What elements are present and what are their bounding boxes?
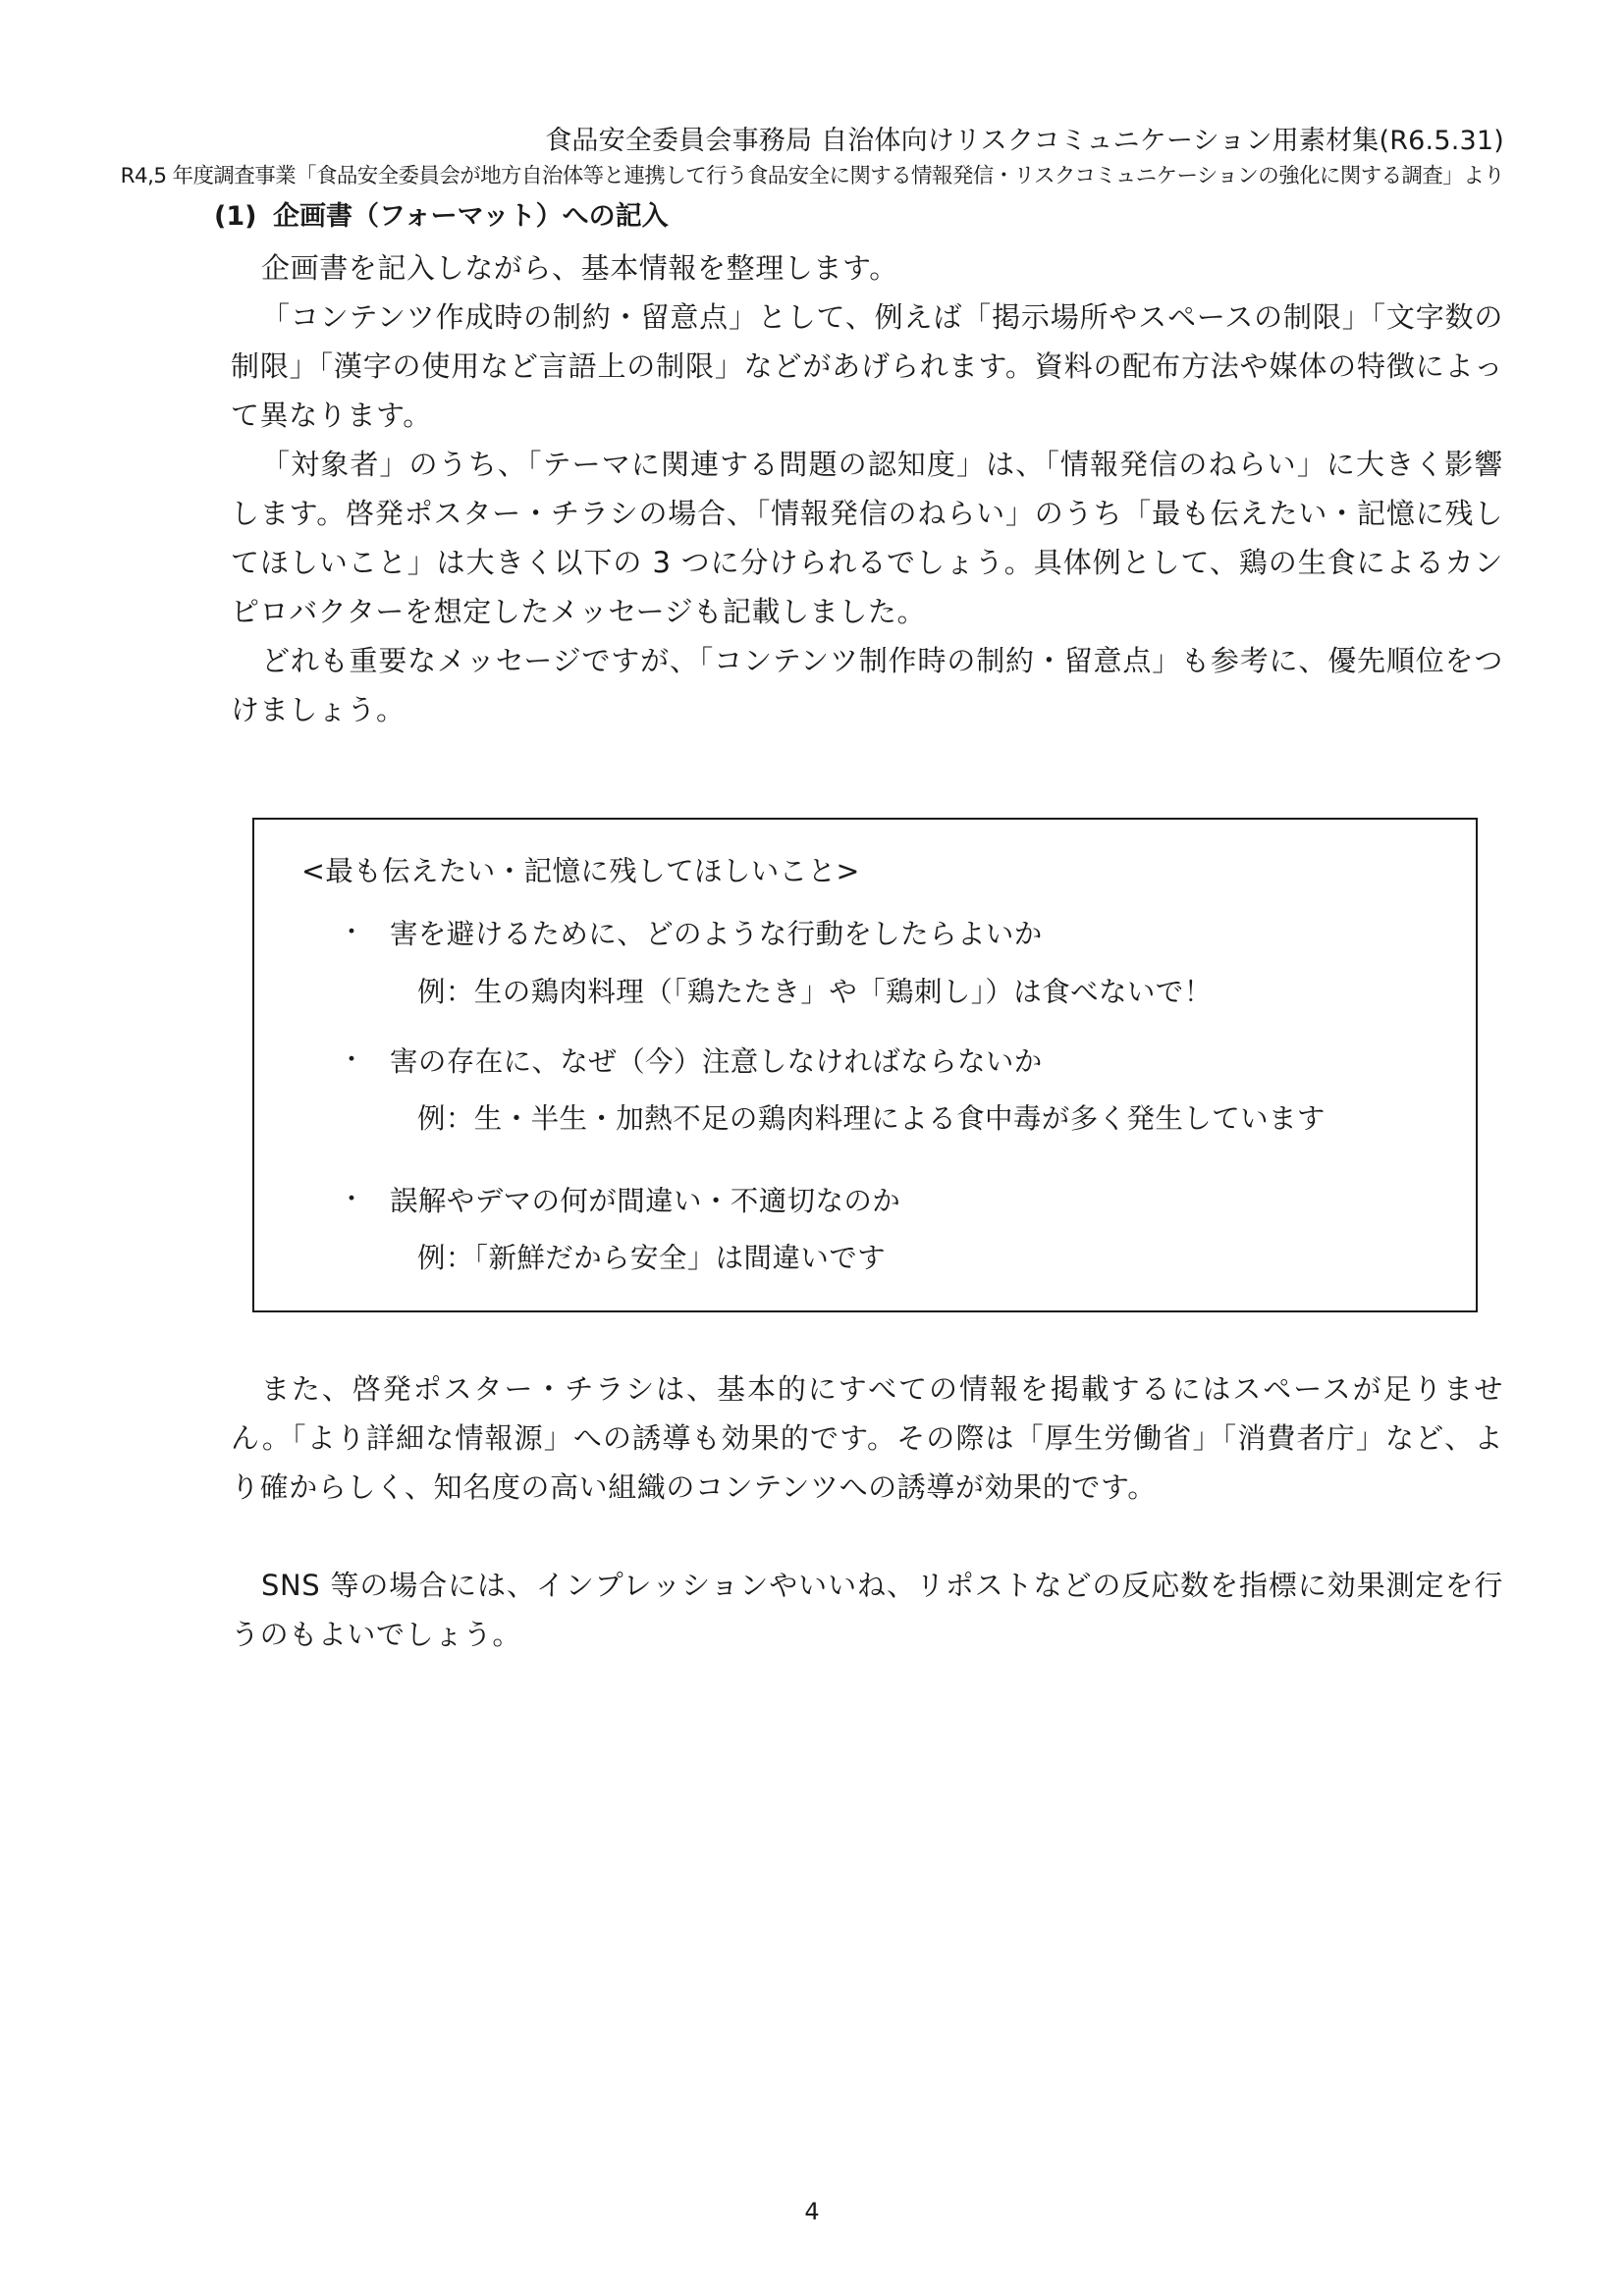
bullet-example: 例：「新鮮だから安全」は間違いです [417,1242,887,1274]
paragraph-constraints: 「コンテンツ作成時の制約・留意点」として、例えば「掲示場所やスペースの制限」「文字数の制限」「漢字の使用など言語上の制限」などがあげられます。資料の配布方法や媒体の特徴によって異なります。 [231,300,1503,432]
paragraph-information-source: また、啓発ポスター・チラシは、基本的にすべての情報を掲載するにはスペースが足りません。「より詳細な情報源」への誘導も効果的です。その際は「厚生労働省」「消費者庁」など、より確からしく、知名度の高い組織のコンテンツへの誘導が効果的です。 [231,1372,1503,1504]
bullet-item: 誤解やデマの何が間違い・不適切なのか [390,1185,901,1217]
key-messages-box [252,818,1478,1312]
paragraph-sns-measurement: SNS 等の場合には、インプレッションやいいね、リポストなどの反応数を指標に効果測定を行うのもよいでしょう。 [231,1569,1503,1651]
document-header-source: R4,5 年度調査事業「食品安全委員会が地方自治体等と連携して行う食品安全に関する情報発信・リスクコミュニケーションの強化に関する調査」より [120,164,1504,188]
bullet-icon: ・ [339,1185,365,1214]
section-number: (1) [214,201,257,232]
bullet-example: 例：生の鶏肉料理（「鶏たたき」や「鶏刺し」）は食べないで！ [417,976,1213,1008]
bullet-example: 例：生・半生・加熱不足の鶏肉料理による食中毒が多く発生しています [417,1102,1326,1135]
bullet-item: 害を避けるために、どのような行動をしたらよいか [390,918,1043,950]
document-header-title: 食品安全委員会事務局 自治体向けリスクコミュニケーション用素材集(R6.5.31) [545,126,1504,156]
paragraph-target-audience: 「対象者」のうち、「テーマに関連する問題の認知度」は、「情報発信のねらい」に大きく影響します。啓発ポスター・チラシの場合、「情報発信のねらい」のうち「最も伝えたい・記憶に残してほしいこと」は大きく以下の 3 つに分けられるでしょう。具体例として、鶏の生食によるカンピロバクターを想定したメッセージも記載しました。 [231,448,1503,628]
box-heading: <最も伝えたい・記憶に残してほしいこと> [301,855,860,887]
paragraph-priority: どれも重要なメッセージですが、「コンテンツ制作時の制約・留意点」も参考に、優先順位をつけましょう。 [231,644,1503,726]
bullet-icon: ・ [339,1045,365,1075]
section-heading [214,194,669,233]
section-title: 企画書（フォーマット）への記入 [273,201,669,232]
page-number: 4 [804,2198,820,2225]
paragraph-intro: 企画書を記入しながら、基本情報を整理します。 [261,251,898,285]
bullet-item: 害の存在に、なぜ（今）注意しなければならないか [390,1045,1043,1078]
bullet-icon: ・ [339,918,365,947]
